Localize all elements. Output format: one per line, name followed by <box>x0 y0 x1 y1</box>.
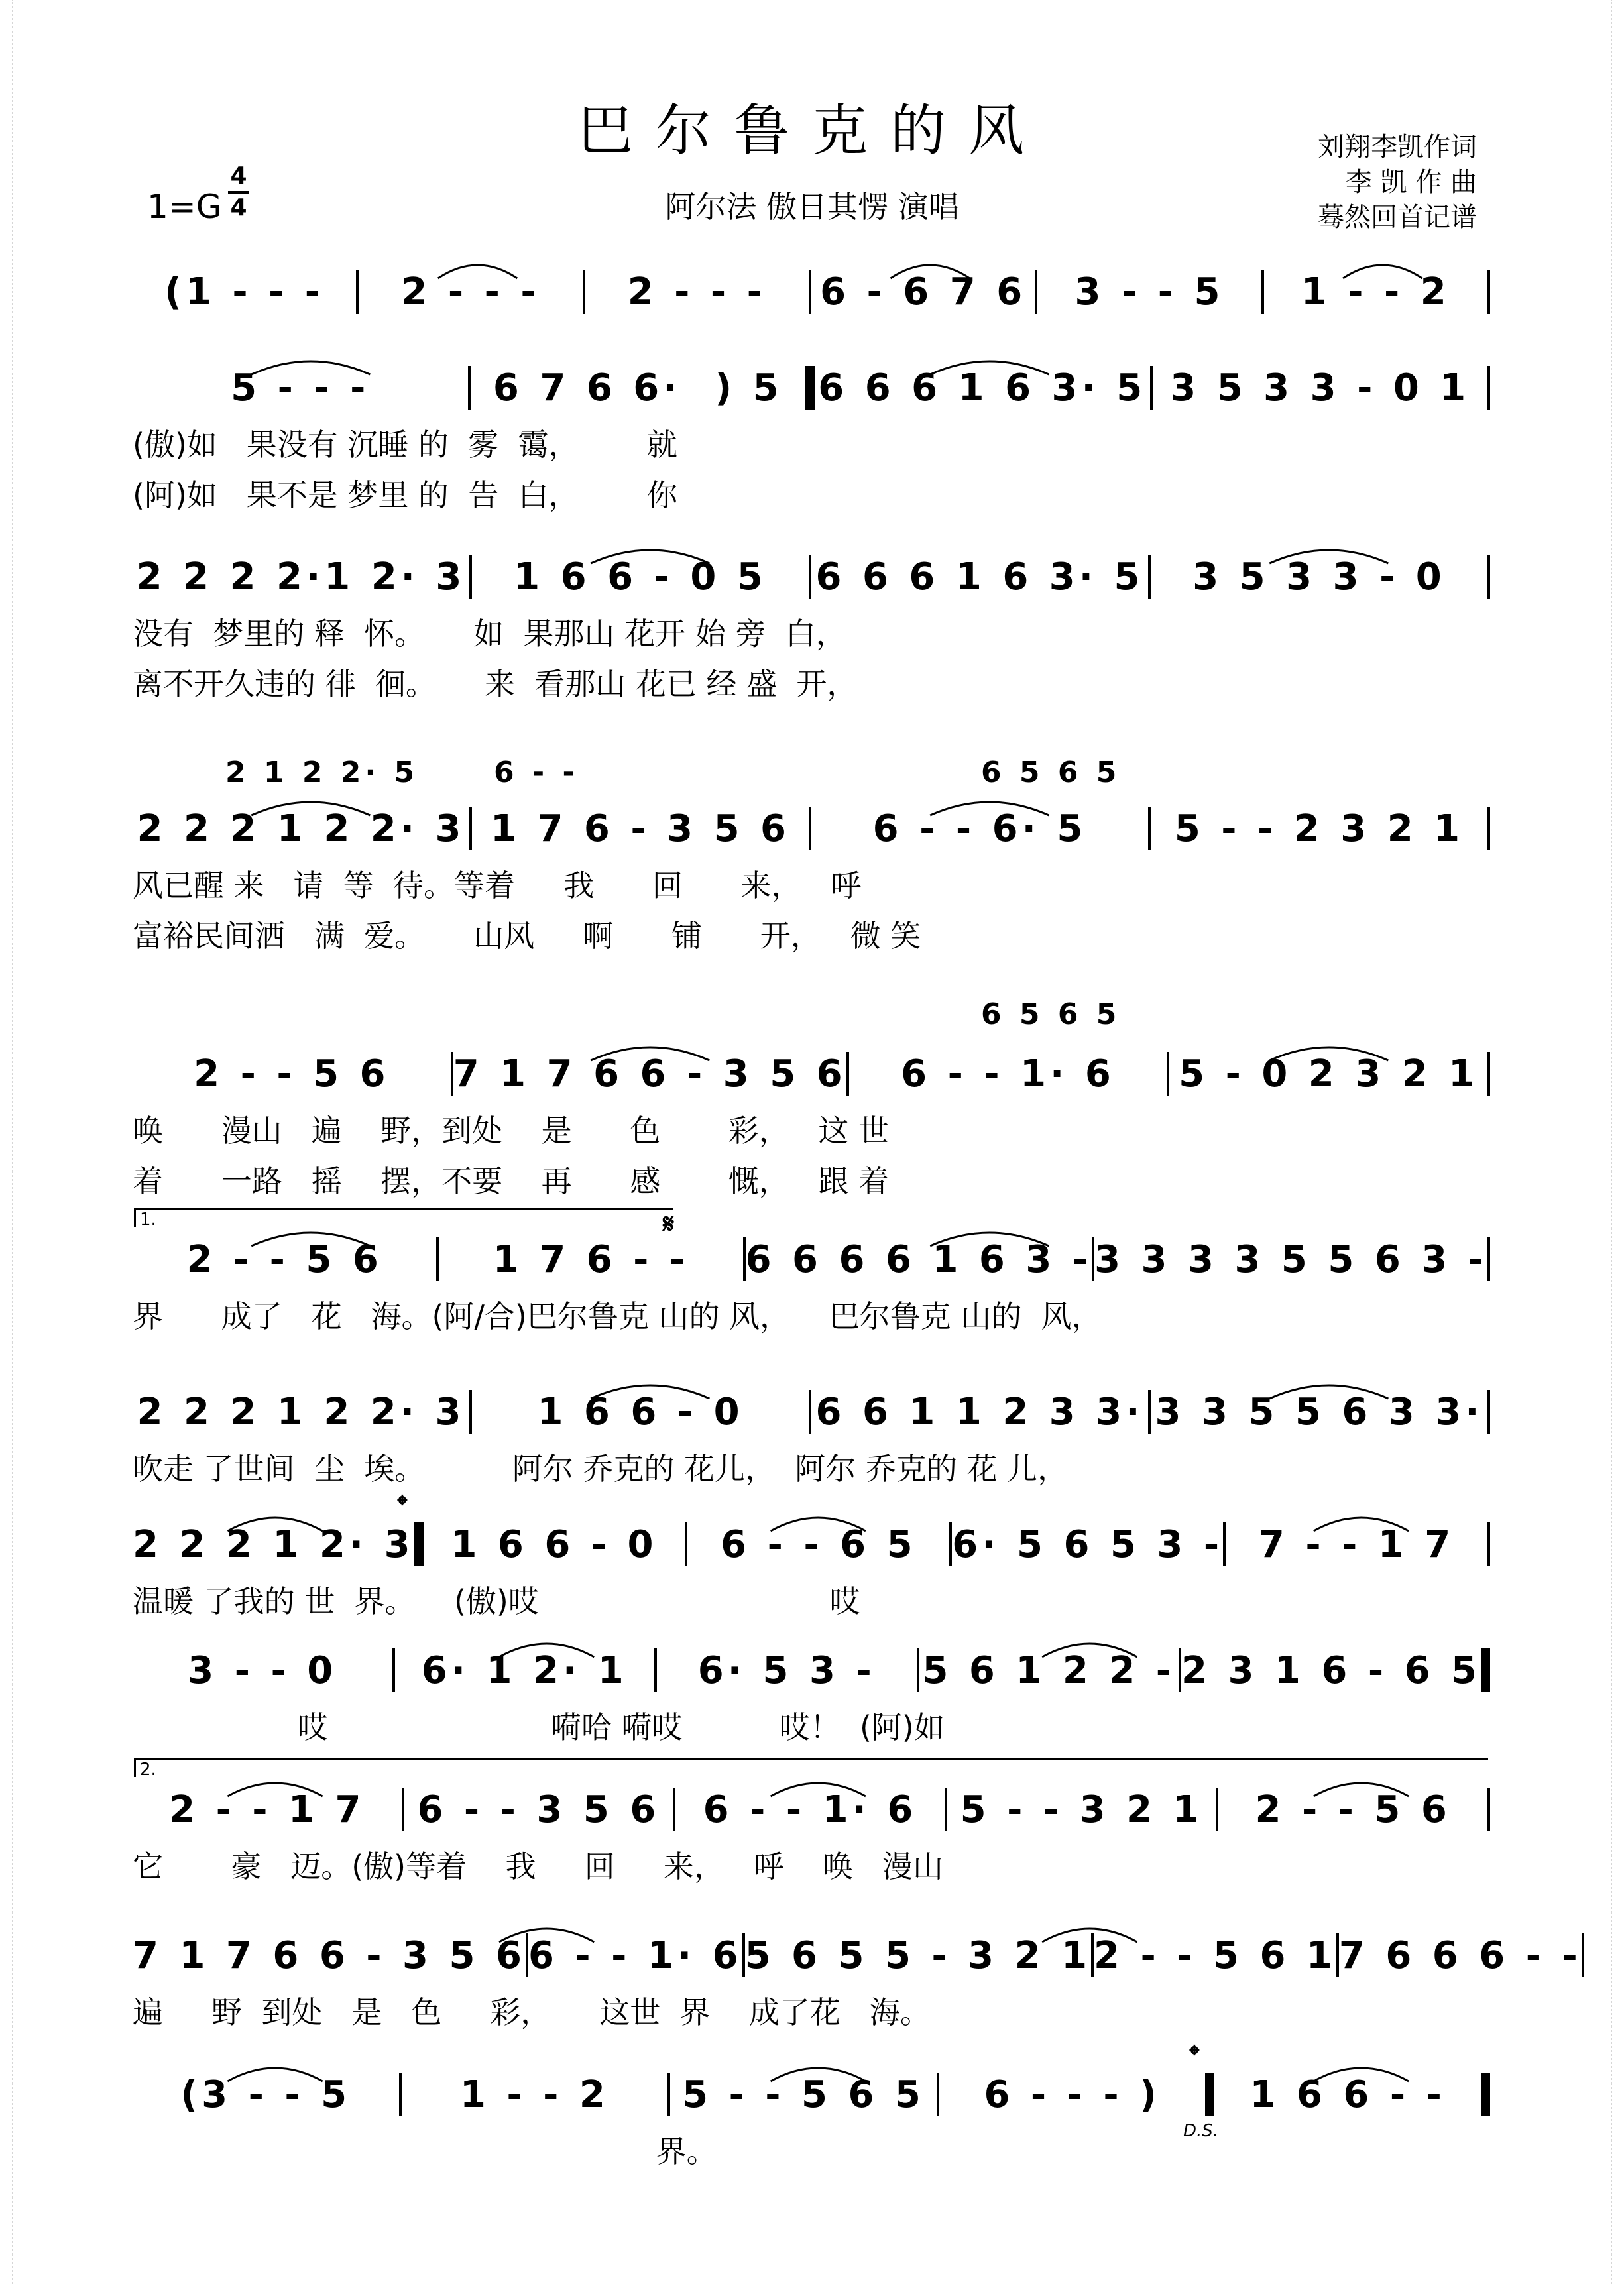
measure <box>1151 1391 1487 1434</box>
measure-notes: 1 6 6 - - <box>1249 2073 1446 2116</box>
barline <box>1487 1237 1490 1281</box>
dal-segno-mark: D.S. <box>1183 2121 1219 2141</box>
measure <box>1151 807 1487 850</box>
measure <box>1094 1238 1487 1281</box>
notation-line <box>133 1518 1490 1571</box>
measure-notes: 1 6 6 - 0 5 <box>514 555 767 599</box>
notation-line <box>133 361 1490 414</box>
notation-line <box>133 550 1490 603</box>
key-signature: 1=G <box>147 188 222 226</box>
lyric-line: 界。 <box>133 2134 717 2169</box>
measure <box>811 270 1035 314</box>
measure <box>745 1934 1091 1977</box>
measure-notes: 7 1 7 6 6 - 3 5 6 <box>133 1933 526 1977</box>
measure-notes: 5 6 5 5 - 3 2 1 <box>744 1933 1092 1977</box>
double-barline <box>805 366 815 410</box>
volta-number: 2. <box>140 1760 156 1780</box>
measure <box>395 1649 655 1692</box>
measure <box>687 1523 949 1566</box>
measure-notes: 2 - - 5 6 <box>186 1237 382 1281</box>
measure <box>133 1053 451 1096</box>
measure <box>1218 1788 1487 1831</box>
lyric-line: 温暖 了我的 世 界。 (傲)哎 哎 <box>133 1583 860 1619</box>
volta-bracket <box>134 1758 1488 1780</box>
end-double-barline <box>1481 1648 1490 1692</box>
measure-notes: 6 - - 1· 6 <box>901 1052 1115 1096</box>
measure-notes: 1 7 6 - - <box>493 1237 689 1281</box>
ossia-notes: 6 5 6 5 <box>981 756 1121 789</box>
notation-line <box>133 802 1490 855</box>
measure <box>1339 1934 1582 1977</box>
lyric-line: (阿)如 果不是 梦里 的 告 白， 你 <box>133 477 677 513</box>
measure-notes: 6 6 6 1 6 3· 5 <box>818 366 1147 410</box>
measure-notes: 6 - - 3 5 6 <box>417 1788 660 1831</box>
measure-notes: 7 6 6 6 - - <box>1338 1933 1582 1977</box>
measure <box>402 2073 668 2116</box>
notation-line <box>133 1233 1490 1286</box>
measure-notes: 5 - - 3 2 1 <box>960 1788 1203 1831</box>
barline <box>1582 1933 1584 1977</box>
lyricist-credit: 刘翔李凯作词 <box>1318 132 1477 162</box>
measure <box>424 1523 685 1566</box>
measure-notes: 2 2 2 1 2 2· 3 <box>137 807 465 850</box>
measure-notes: 3 5 3 3 - 0 1 <box>1170 366 1470 410</box>
transcriber-credit: 蓦然回首记谱 <box>1318 202 1477 233</box>
measure <box>404 1788 673 1831</box>
measure <box>811 555 1148 599</box>
notation-line <box>133 1047 1490 1100</box>
barline <box>1487 555 1490 599</box>
measure-notes: 6· 1 2· 1 <box>421 1648 628 1692</box>
barline <box>1487 366 1490 410</box>
double-barline <box>414 1522 424 1566</box>
measure <box>1153 367 1488 410</box>
measure <box>528 1934 742 1977</box>
measure-notes: 5 - - 5 6 5 <box>682 2073 925 2116</box>
measure <box>746 1238 1092 1281</box>
measure <box>133 270 356 314</box>
measure-notes: 1 - - 2 <box>1301 270 1450 314</box>
coda-sign: 𝄌 <box>398 1490 407 1520</box>
measure <box>471 367 806 410</box>
measure-notes: 2 - - 5 6 <box>194 1052 390 1096</box>
measure-notes: 6 - - 6· 5 <box>872 807 1087 850</box>
measure <box>1037 270 1261 314</box>
measure <box>133 1788 402 1831</box>
notation-line <box>133 1783 1490 1836</box>
measure <box>585 270 809 314</box>
measure <box>1094 1934 1336 1977</box>
coda-sign: 𝄌 <box>1190 2040 1199 2071</box>
lyric-line: 它 豪 迈。(傲)等着 我 回 来， 呼 唤 漫山 <box>133 1849 944 1884</box>
measure-notes: 1 7 6 - 3 5 6 <box>490 807 790 850</box>
measure <box>657 1649 917 1692</box>
measure <box>133 1649 392 1692</box>
barline <box>1487 1052 1490 1096</box>
end-double-barline <box>1481 2073 1490 2116</box>
composer-credit: 李 凯 作 曲 <box>1345 167 1477 198</box>
ossia-notes: 6 5 6 5 <box>981 998 1121 1031</box>
measure-notes: 6 6 1 1 2 3 3· <box>815 1390 1144 1434</box>
measure-notes: 2 - - - <box>627 270 766 314</box>
barline <box>1487 1522 1490 1566</box>
measure-notes: (1 - - - <box>164 270 325 314</box>
notation-line <box>133 1385 1490 1438</box>
measure-notes: 5 6 1 2 2 - <box>922 1648 1176 1692</box>
measure <box>939 2073 1206 2116</box>
measure <box>1169 1053 1487 1096</box>
measure <box>1264 270 1487 314</box>
measure <box>453 1053 846 1096</box>
page-edge-left <box>0 0 13 2284</box>
measure-notes: 6 7 6 6· ) 5 <box>493 366 783 410</box>
singers-line: 阿尔法 傲日其愣 演唱 <box>665 189 959 225</box>
measure-notes: 3 5 3 3 - 0 <box>1192 555 1446 599</box>
lyric-line: 风已醒 来 请 等 待。等着 我 回 来， 呼 <box>133 868 862 903</box>
page-edge-right <box>1611 0 1624 2284</box>
measure-notes: 3 3 5 5 6 3 3· <box>1155 1390 1483 1434</box>
measure-notes: 6 - 6 7 6 <box>820 270 1027 314</box>
measure <box>1214 2073 1481 2116</box>
time-signature-bottom: 4 <box>230 194 247 221</box>
measure <box>133 807 469 850</box>
measure <box>133 2073 399 2116</box>
measure <box>472 555 809 599</box>
measure-notes: 2 2 2 1 2 2· 3 <box>137 1390 465 1434</box>
measure-notes: (3 - - 5 <box>180 2073 351 2116</box>
measure <box>133 1523 414 1566</box>
measure-notes: 6 - - 6 5 <box>721 1522 917 1566</box>
measure <box>472 807 809 850</box>
measure <box>670 2073 937 2116</box>
measure-notes: 2 - - 5 6 1 <box>1094 1933 1336 1977</box>
double-barline <box>1205 2073 1214 2116</box>
notation-line <box>133 265 1490 318</box>
barline <box>1487 1390 1490 1434</box>
lyric-line: 着 一路 摇 摆，不要 再 感 慨， 跟 着 <box>133 1163 890 1199</box>
measure <box>815 367 1150 410</box>
measure-notes: 7 - - 1 7 <box>1258 1522 1455 1566</box>
measure <box>811 807 1148 850</box>
measure-notes: 3 - - 0 <box>188 1648 337 1692</box>
measure <box>439 1238 742 1281</box>
measure-notes: 3 3 3 3 5 5 6 3 - <box>1094 1237 1487 1281</box>
measure-notes: 2 2 2 1 2· 3 <box>133 1522 414 1566</box>
measure <box>133 1934 526 1977</box>
measure <box>1151 555 1487 599</box>
measure <box>952 1523 1223 1566</box>
song-title: 巴尔鲁克的风 <box>577 98 1047 163</box>
measure-notes: 1 6 6 - 0 <box>537 1390 744 1434</box>
measure-notes: 2 3 1 6 - 6 5 <box>1181 1648 1481 1692</box>
measure <box>133 1391 469 1434</box>
lyric-line: (傲)如 果没有 沉睡 的 雾 霭， 就 <box>133 427 677 463</box>
measure <box>849 1053 1167 1096</box>
measure-notes: 2 - - 1 7 <box>169 1788 365 1831</box>
lyric-line: 界 成了 花 海。(阿/合)巴尔鲁克 山的 风， 巴尔鲁克 山的 风， <box>133 1298 1102 1334</box>
ossia-notes: 6 - - <box>494 756 579 789</box>
barline <box>1487 807 1490 850</box>
notation-line <box>133 2068 1490 2121</box>
measure-notes: 5 - - 2 3 2 1 <box>1174 807 1464 850</box>
barline <box>1487 1788 1490 1831</box>
lyric-line: 离不开久违的 徘 徊。 来 看那山 花已 经 盛 开， <box>133 666 858 702</box>
lyric-line: 遍 野 到处 是 色 彩， 这世 界 成了花 海。 <box>133 1994 931 2030</box>
measure <box>1181 1649 1481 1692</box>
measure <box>133 367 468 410</box>
lyric-line: 哎 嗬哈 嗬哎 哎！ (阿)如 <box>133 1709 945 1745</box>
lyric-line: 吹走 了世间 尘 埃。 阿尔 乔克的 花儿， 阿尔 乔克的 花 儿， <box>133 1451 1069 1487</box>
measure-notes: 6 6 6 6 1 6 3 - <box>745 1237 1092 1281</box>
measure <box>133 1238 436 1281</box>
measure <box>133 555 469 599</box>
barline <box>1487 270 1490 314</box>
measure <box>472 1391 809 1434</box>
measure-notes: 2 2 2 2·1 2· 3 <box>136 555 466 599</box>
measure <box>675 1788 945 1831</box>
measure-notes: 6· 5 6 5 3 - <box>952 1522 1224 1566</box>
measure-notes: 6 - - 1· 6 <box>528 1933 742 1977</box>
measure-notes: 6 - - 1· 6 <box>703 1788 917 1831</box>
measure-notes: 1 - - 2 <box>459 2073 609 2116</box>
volta-number: 1. <box>140 1210 156 1229</box>
volta-bracket <box>134 1208 673 1227</box>
notation-line <box>133 1929 1582 1982</box>
measure <box>947 1788 1216 1831</box>
measure-notes: 5 - - - <box>231 366 370 410</box>
time-signature-top: 4 <box>230 162 247 190</box>
measure-notes: 2 - - - <box>401 270 540 314</box>
notation-line <box>133 1644 1490 1697</box>
lyric-line: 唤 漫山 遍 野，到处 是 色 彩， 这 世 <box>133 1113 890 1149</box>
measure-notes: 7 1 7 6 6 - 3 5 6 <box>453 1052 846 1096</box>
measure-notes: 6 - - - ) <box>984 2073 1161 2116</box>
measure-notes: 6 6 6 1 6 3· 5 <box>815 555 1144 599</box>
lyric-line: 富裕民间洒 满 爱。 山风 啊 铺 开， 微 笑 <box>133 918 921 954</box>
measure <box>359 270 582 314</box>
measure-notes: 5 - 0 2 3 2 1 <box>1179 1052 1479 1096</box>
measure-notes: 3 - - 5 <box>1074 270 1224 314</box>
measure <box>1226 1523 1487 1566</box>
measure-notes: 6· 5 3 - <box>697 1648 876 1692</box>
lyric-line: 没有 梦里的 释 怀。 如 果那山 花开 始 旁 白， <box>133 616 846 652</box>
segno-sign: 𝄋 <box>663 1209 675 1239</box>
ossia-notes: 2 1 2 2· 5 <box>225 756 419 789</box>
measure-notes: 1 6 6 - 0 <box>451 1522 658 1566</box>
measure <box>811 1391 1148 1434</box>
measure-notes: 2 - - 5 6 <box>1255 1788 1451 1831</box>
measure <box>919 1649 1179 1692</box>
